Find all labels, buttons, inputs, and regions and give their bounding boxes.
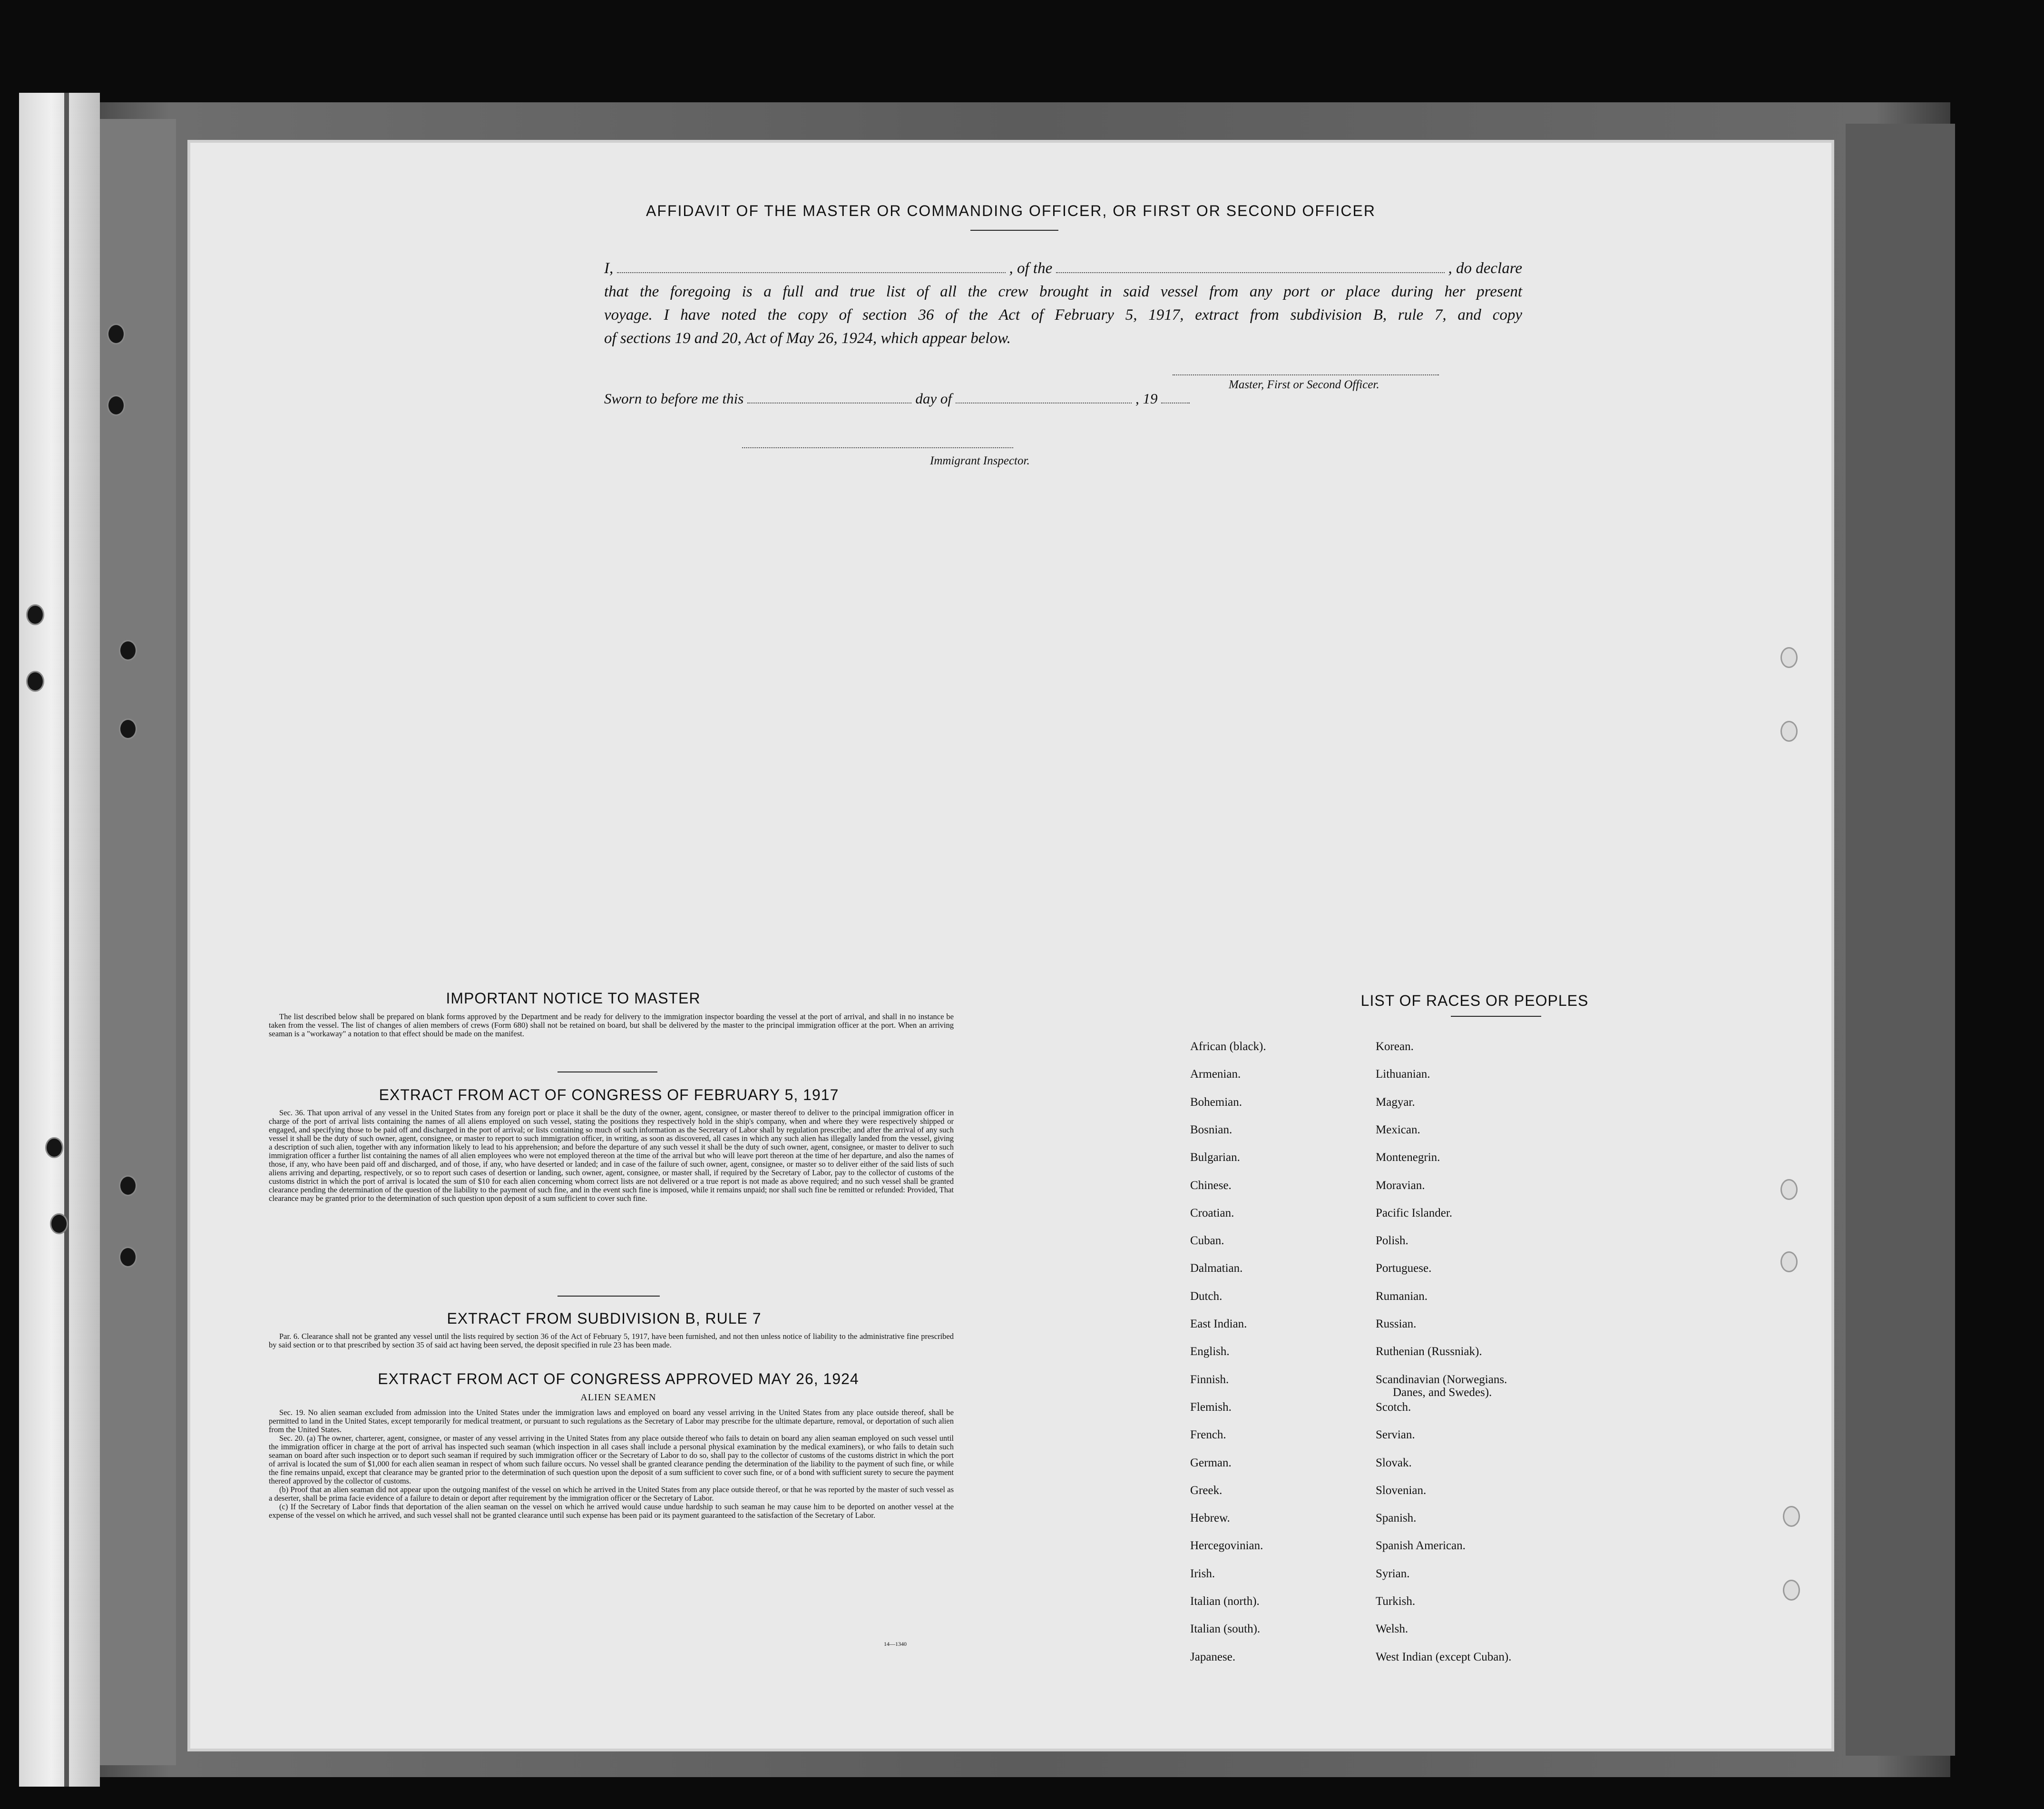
affidavit-text-line: that the foregoing is a full and true list of all the crew brought in said vessel from any port or place during her present <box>604 283 1522 300</box>
race-item: East Indian. <box>1190 1317 1247 1330</box>
race-item: Cuban. <box>1190 1234 1224 1247</box>
race-item: Spanish. <box>1376 1512 1417 1524</box>
race-item: Polish. <box>1376 1234 1408 1247</box>
race-item: Croatian. <box>1190 1207 1234 1219</box>
notice-title: IMPORTANT NOTICE TO MASTER <box>446 990 701 1007</box>
alien-seamen-subtitle: ALIEN SEAMEN <box>580 1392 656 1403</box>
race-item: Montenegrin. <box>1376 1151 1440 1164</box>
binder-right-strip <box>1846 124 1955 1756</box>
of-the-label: , of the <box>1009 260 1053 277</box>
race-item: Portuguese. <box>1376 1262 1432 1275</box>
binder-hole <box>50 1213 68 1234</box>
do-declare-label: , do declare <box>1448 260 1522 277</box>
race-item: Italian (south). <box>1190 1622 1261 1635</box>
race-item: French. <box>1190 1428 1226 1441</box>
binder-hole <box>107 324 125 344</box>
master-signature-line[interactable] <box>1173 374 1439 376</box>
race-continuation: Danes, and Swedes). <box>1393 1386 1492 1399</box>
extract-rule7-text: Par. 6. Clearance shall not be granted any vessel until the lists required by section 36 of the Act of February 5, 1917, have been furnished, and not then unless notice of liability to the administrative fine prescribed by said section or to that prescribed by section 35 of said act having been served, the deposit specified in rule 23 has been made. <box>269 1332 954 1349</box>
affidavit-title: AFFIDAVIT OF THE MASTER OR COMMANDING OFFICER, OR FIRST OR SECOND OFFICER <box>646 202 1376 219</box>
notice-text: The list described below shall be prepared on blank forms approved by the Department and be ready for delivery to the immigration inspector boarding the vessel at the port of arrival, and shall in no instance be taken from the vessel. The list of changes of alien members of crews (Form 680) shall not be retained on board, but shall be delivered by the master to the principal immigration officer at the port. When an arriving seaman is a "workaway" a notation to that effect should be made on the manifest. <box>269 1012 954 1038</box>
race-item: Hercegovinian. <box>1190 1539 1263 1552</box>
extract-1924-title: EXTRACT FROM ACT OF CONGRESS APPROVED MAY 26, 1924 <box>378 1370 859 1387</box>
vessel-field[interactable] <box>1056 272 1444 273</box>
race-item: Moravian. <box>1376 1179 1425 1192</box>
sec19-text: Sec. 19. No alien seaman excluded from admission into the United States under the immigration laws and employed on board any vessel arriving in the United States from any place outside thereof, shall be permitted to land in the United States, except temporarily for medical treatment, or pursuant to such regulations as the Secretary of Labor may prescribe for the ultimate departure, removal, or deportation of such alien from the United States. <box>269 1408 954 1434</box>
extract-1917-title: EXTRACT FROM ACT OF CONGRESS OF FEBRUARY 5, 1917 <box>379 1086 839 1103</box>
race-item: Turkish. <box>1376 1595 1416 1608</box>
binder-hole <box>119 1247 137 1268</box>
race-item: African (black). <box>1190 1040 1266 1053</box>
page-hole <box>1783 1506 1800 1527</box>
binder-hole <box>45 1137 63 1158</box>
i-label: I, <box>604 260 614 277</box>
year-label: , 19 <box>1135 390 1158 407</box>
race-item: Italian (north). <box>1190 1595 1260 1608</box>
race-item: Mexican. <box>1376 1123 1420 1136</box>
sworn-year-field[interactable] <box>1161 402 1190 403</box>
race-item: German. <box>1190 1456 1232 1469</box>
binder-left-strip <box>100 119 176 1765</box>
binder-hole <box>26 671 44 692</box>
race-item: Greek. <box>1190 1484 1222 1497</box>
race-item: Dutch. <box>1190 1290 1222 1303</box>
page-hole <box>1780 1251 1798 1272</box>
binder-left-flap <box>19 93 100 1787</box>
form-number: 14—1340 <box>884 1641 907 1647</box>
page-hole <box>1780 721 1798 742</box>
sec20a-text: Sec. 20. (a) The owner, charterer, agent, consignee, or master of any vessel arriving in the United States from any place outside thereof who fails to detain on board any alien seaman employed on such vessel until the immigration officer in charge at the port of arrival has inspected such seaman (which inspection in all cases shall include a personal physical examination by the medical examiners), or who fails to detain such seaman on board after such inspection or to deport such seaman if required by such immigration officer or the Secretary of Labor to do so, shall pay to the collector of customs of the customs district in which the port of arrival is located the sum of $1,000 for each alien seaman in respect of whom such failure occurs. No vessel shall be granted clearance pending the determination of the liability to the payment of such fine, or while the fine remains unpaid, except that clearance may be granted prior to the determination of such question upon the deposit of a sum sufficient to cover such fine, or of a bond with sufficient surety to secure the payment thereof approved by the collector of customs. <box>269 1434 954 1485</box>
page-hole <box>1780 1179 1798 1200</box>
race-item: Slovak. <box>1376 1456 1412 1469</box>
race-item: Magyar. <box>1376 1096 1415 1109</box>
affidavit-body <box>604 257 1522 350</box>
name-field[interactable] <box>617 272 1005 273</box>
race-item: Slovenian. <box>1376 1484 1427 1497</box>
inspector-label: Immigrant Inspector. <box>930 454 1030 467</box>
binder-hole <box>26 604 44 625</box>
extract-rule7-title: EXTRACT FROM SUBDIVISION B, RULE 7 <box>447 1310 762 1327</box>
race-item: Rumanian. <box>1376 1290 1428 1303</box>
race-item: Irish. <box>1190 1567 1215 1580</box>
race-item: Korean. <box>1376 1040 1414 1053</box>
race-item: Scotch. <box>1376 1401 1411 1414</box>
sec20b-text: (b) Proof that an alien seaman did not appear upon the outgoing manifest of the vessel on which he arrived in the United States from any place outside thereof, or that he was reported by the master of such vessel as a deserter, shall be prima facie evidence of a failure to detain or deport after requirement by the immigration officer or the Secretary of Labor. <box>269 1485 954 1503</box>
extract-1917-text: Sec. 36. That upon arrival of any vessel in the United States from any foreign port or place it shall be the duty of the owner, agent, consignee, or master thereof to deliver to the principal immigration officer in charge of the port of arrival lists containing the names of all aliens employed on such vessel, stating the positions they respectively hold in the ship's company, when and where they were respectively shipped or engaged, and specifying those to be paid off and discharged in the port of arrival; or lists containing so much of such information as the Secretary of Labor shall by regulation prescribe; and after the arrival of any such vessel it shall be the duty of such owner, agent, consignee, or master to report to such immigration officer, in writing, as soon as discovered, all cases in which any such alien has illegally landed from the vessel, giving a description of such alien, together with any information likely to lead to his apprehension; and before the departure of any such vessel it shall be the duty of such owner, agent, consignee, or master to deliver to such immigration officer a further list containing the names of all alien employees who were not employed thereon at the time of the arrival but who will leave port thereon at the time of her departure, and also the names of those, if any, who have been paid off and discharged, and of those, if any, who have deserted or landed; and in case of the failure of such owner, agent, consignee, or master so to deliver either of the said lists of such aliens arriving and departing, respectively, or so to report such cases of desertion or landing, such owner, agent, consignee, or master shall, if required by the Secretary of Labor, pay to the collector of customs of the customs district in which the port of arrival is located the sum of $10 for each alien concerning whom correct lists are not delivered or a true report is not made as above required; and no such vessel shall be granted clearance pending the determination of the question of the liability to the payment of such fine, and in the event such fine is imposed, while it remains unpaid; nor shall such fine be remitted or refunded: Provided, That clearance may be granted prior to the determination of such question upon deposit of a sum sufficient to cover such fine. <box>269 1108 954 1203</box>
race-item: Bulgarian. <box>1190 1151 1240 1164</box>
race-item: Flemish. <box>1190 1401 1232 1414</box>
sec20c-text: (c) If the Secretary of Labor finds that deportation of the alien seaman on the vessel on which he arrived would cause undue hardship to such seaman he may cause him to be deported on another vessel at the expense of the vessel on which he arrived, and such vessel shall not be granted clearance until such expense has been paid or its payment guaranteed to the satisfaction of the Secretary of Labor. <box>269 1502 954 1520</box>
race-item: Welsh. <box>1376 1622 1408 1635</box>
binder-hole <box>107 395 125 416</box>
race-item: Spanish American. <box>1376 1539 1466 1552</box>
master-signature-label: Master, First or Second Officer. <box>1229 378 1379 391</box>
race-item: Servian. <box>1376 1428 1415 1441</box>
sworn-label: Sworn to before me this <box>604 390 744 407</box>
races-title: LIST OF RACES OR PEOPLES <box>1360 992 1589 1009</box>
title-rule <box>970 230 1058 231</box>
race-item: Japanese. <box>1190 1651 1236 1663</box>
race-item: Syrian. <box>1376 1567 1410 1580</box>
sworn-line <box>604 390 1193 407</box>
race-item: Ruthenian (Russniak). <box>1376 1345 1482 1358</box>
race-item: Armenian. <box>1190 1068 1241 1081</box>
page-hole <box>1783 1580 1800 1601</box>
race-item: Chinese. <box>1190 1179 1232 1192</box>
manifest-page <box>190 143 1831 1749</box>
race-item: English. <box>1190 1345 1230 1358</box>
binder-hole <box>119 640 137 661</box>
inspector-signature-line[interactable] <box>742 447 1013 449</box>
races-rule <box>1451 1016 1541 1017</box>
race-item: Bosnian. <box>1190 1123 1232 1136</box>
affidavit-text-line: of sections 19 and 20, Act of May 26, 1924, which appear below. <box>604 330 1011 347</box>
race-item: Russian. <box>1376 1317 1417 1330</box>
affidavit-declaration-line <box>604 257 1522 280</box>
extract-1924-text <box>269 1408 954 1520</box>
section-rule <box>557 1296 660 1297</box>
race-item: Lithuanian. <box>1376 1068 1430 1081</box>
race-item: Dalmatian. <box>1190 1262 1243 1275</box>
race-item: West Indian (except Cuban). <box>1376 1651 1512 1663</box>
sworn-day-field[interactable] <box>747 402 911 403</box>
race-item: Scandinavian (Norwegians. <box>1376 1373 1507 1386</box>
day-of-label: day of <box>915 390 952 407</box>
binder-hole <box>119 1175 137 1196</box>
race-item: Bohemian. <box>1190 1096 1242 1109</box>
race-item: Finnish. <box>1190 1373 1229 1386</box>
page-hole <box>1780 647 1798 668</box>
binder-hole <box>119 718 137 739</box>
race-item: Hebrew. <box>1190 1512 1230 1524</box>
affidavit-text-line: voyage. I have noted the copy of section 36 of the Act of February 5, 1917, extract from subdivision B, rule 7, and copy <box>604 306 1522 324</box>
sworn-month-field[interactable] <box>956 402 1132 403</box>
race-item: Pacific Islander. <box>1376 1207 1453 1219</box>
